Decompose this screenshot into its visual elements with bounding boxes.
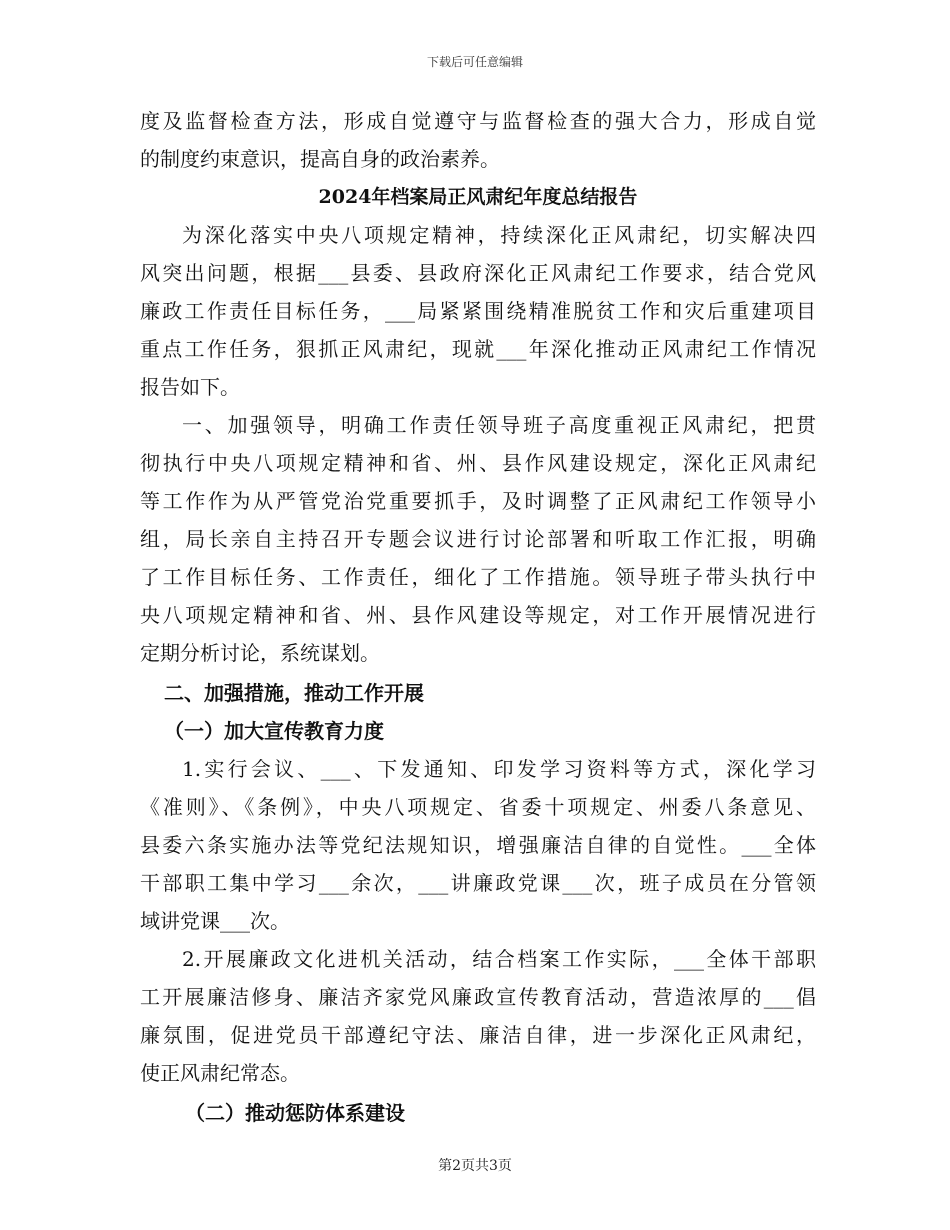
paragraph-line: 廉氛围，促进党员干部遵纪守法、廉洁自律，进一步深化正风肃纪，	[140, 1023, 816, 1047]
paragraph-line: 组，局长亲自主持召开专题会议进行讨论部署和听取工作汇报，明确	[140, 527, 816, 551]
paragraph-line: 定期分析讨论，系统谋划。	[140, 641, 380, 665]
paragraph-line: 域讲党课___次。	[140, 909, 290, 933]
paragraph-line: 使正风肃纪常态。	[140, 1061, 300, 1085]
paragraph-line: 2.开展廉政文化进机关活动，结合档案工作实际，___全体干部职	[182, 947, 816, 971]
page-number: 第2页共3页	[438, 1158, 512, 1174]
paragraph-line: 等工作作为从严管党治党重要抓手，及时调整了正风肃纪工作领导小	[140, 489, 816, 513]
paragraph-line: 为深化落实中央八项规定精神，持续深化正风肃纪，切实解决四	[182, 223, 816, 247]
paragraph-line: 干部职工集中学习___余次，___讲廉政党课___次，班子成员在分管领	[140, 871, 816, 895]
subsection-heading: （一）加大宣传教育力度	[164, 719, 384, 743]
paragraph-line: 央八项规定精神和省、州、县作风建设等规定，对工作开展情况进行	[140, 603, 816, 627]
paragraph-line: 重点工作任务，狠抓正风肃纪，现就___年深化推动正风肃纪工作情况	[140, 337, 816, 361]
paragraph-line: 廉政工作责任目标任务，___局紧紧围绕精准脱贫工作和灾后重建项目	[140, 299, 816, 323]
paragraph-line: 工开展廉洁修身、廉洁齐家党风廉政宣传教育活动，营造浓厚的___倡	[140, 985, 816, 1009]
subsection-heading: （二）推动惩防体系建设	[185, 1101, 405, 1125]
document-title: 2024年档案局正风肃纪年度总结报告	[318, 186, 638, 208]
paragraph-line: 的制度约束意识，提高自身的政治素养。	[140, 147, 500, 171]
paragraph-line: 县委六条实施办法等党纪法规知识，增强廉洁自律的自觉性。___全体	[140, 833, 816, 857]
section-heading: 二、加强措施，推动工作开展	[164, 681, 424, 705]
paragraph-line: 报告如下。	[140, 375, 240, 399]
document-body	[140, 102, 816, 1132]
paragraph-line: 彻执行中央八项规定精神和省、州、县作风建设规定，深化正风肃纪	[140, 451, 816, 475]
paragraph-line: 一、加强领导，明确工作责任领导班子高度重视正风肃纪，把贯	[182, 413, 816, 437]
paragraph-line: 《准则》、《条例》，中央八项规定、省委十项规定、州委八条意见、	[140, 795, 816, 819]
paragraph-line: 度及监督检查方法，形成自觉遵守与监督检查的强大合力，形成自觉	[140, 109, 816, 133]
paragraph-line: 了工作目标任务、工作责任，细化了工作措施。领导班子带头执行中	[140, 565, 816, 589]
paragraph-line: 风突出问题，根据___县委、县政府深化正风肃纪工作要求，结合党风	[140, 261, 816, 285]
paragraph-line: 1.实行会议、___、下发通知、印发学习资料等方式，深化学习	[182, 757, 816, 781]
header-note: 下载后可任意编辑	[426, 55, 523, 69]
